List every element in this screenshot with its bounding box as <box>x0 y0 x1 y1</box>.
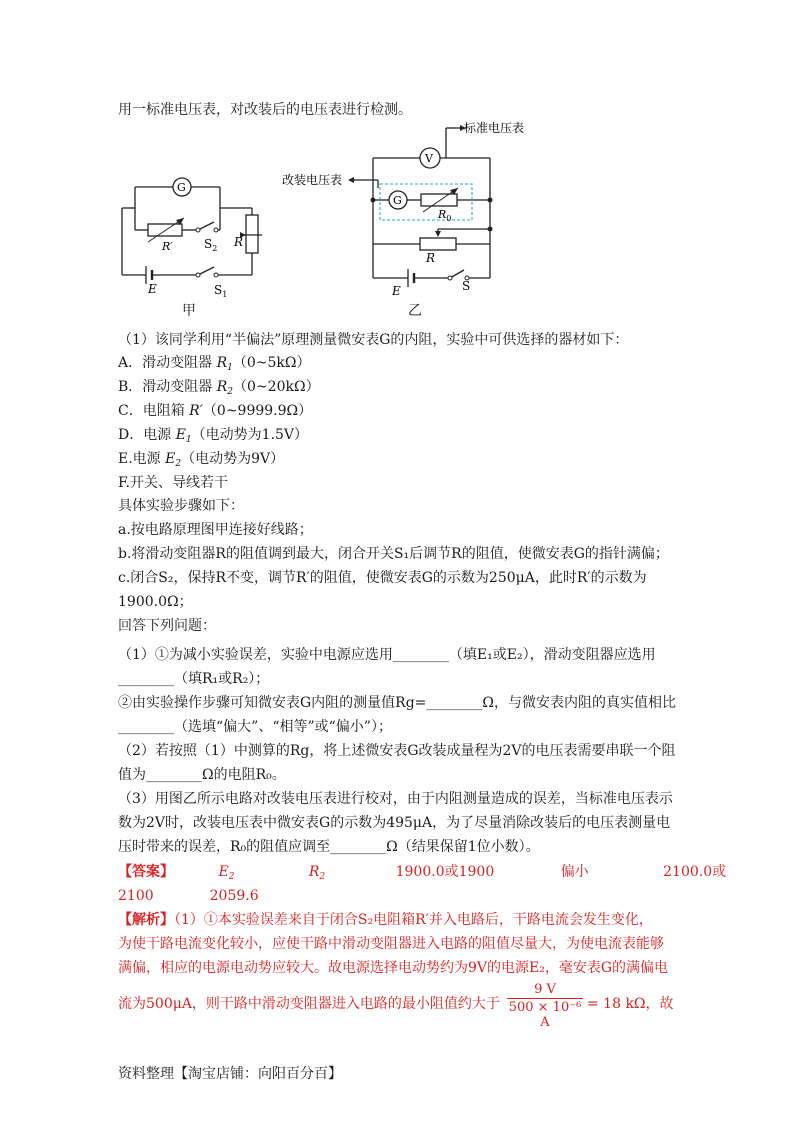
question-1-part-2-line-2: ________（选填“偏大”、“相等”或“偏小”）； <box>118 719 392 735</box>
analysis-line-4-end: = 18 kΩ，故 <box>587 996 674 1012</box>
label-g: G <box>177 181 186 194</box>
caption-jia: 甲 <box>182 303 196 319</box>
label-s2: $S_2$ <box>204 237 218 253</box>
steps-title: 具体实验步骤如下： <box>118 498 244 514</box>
analysis-line-3: 满偏，相应的电源电动势应较大。故电源选择电动势约为9V的电源E₂，毫安表G的满偏电 <box>118 960 669 976</box>
label-r0: $R_0$ <box>438 208 452 223</box>
option-e: E.电源 $E_2$（电动势为9V） <box>118 451 285 469</box>
question-3-line-2: 数为2V时，改装电压表中微安表G的示数为495μA，为了尽量消除改装后的电压表测量电 <box>118 815 671 831</box>
fraction-formula <box>507 982 583 1030</box>
analysis-label: 【解析】 <box>118 912 174 928</box>
question-1-part-1-line-2: ________（填R₁或R₂）； <box>118 671 270 687</box>
label-e-2: E <box>392 284 401 298</box>
option-f: F.开关、导线若干 <box>118 475 228 491</box>
option-c: C．电阻箱 R′（0~9999.9Ω） <box>118 403 313 419</box>
fraction-denominator: 500 × 10⁻⁶ A <box>508 1000 582 1030</box>
circuit-diagram-yi <box>278 116 538 306</box>
answer-label: 【答案】 <box>118 864 174 880</box>
question-2-line-2: 值为________Ω的电阻R₀。 <box>118 767 286 783</box>
answer-line-2: 2100 2059.6 <box>118 888 259 904</box>
label-e: E <box>148 282 157 296</box>
analysis-line-2: 为使干路电流变化较小，应使干路中滑动变阻器进入电路的阻值尽量大，为使电流表能够 <box>118 936 664 952</box>
option-d: D．电源 $E_1$（电动势为1.5V） <box>118 427 309 445</box>
label-modified-voltmeter: 改装电压表 <box>282 173 343 187</box>
step-b: b.将滑动变阻器R的阻值调到最大，闭合开关S₁后调节R的阻值，使微安表G的指针满偏； <box>118 546 669 562</box>
analysis-line-4: 流为500μA，则干路中滑动变阻器进入电路的最小阻值约大于 <box>118 996 500 1012</box>
analysis-line-1: 【解析】（1）①本实验误差来自于闭合S₂电阻箱R′并入电路后，干路电流会发生变化， <box>118 912 653 928</box>
question-1-intro: （1）该同学利用“半偏法”原理测量微安表G的内阻，实验中可供选择的器材如下： <box>118 332 629 348</box>
question-1-part-1-line-1: （1）①为减小实验误差，实验中电源应选用________（填E₁或E₂），滑动变阻器应选用 <box>118 647 656 663</box>
label-r-2: R <box>426 251 436 265</box>
label-g-2: G <box>393 194 402 207</box>
label-standard-voltmeter: 标准电压表 <box>464 121 525 135</box>
label-r-prime: R′ <box>162 240 173 253</box>
step-a: a.按电路原理图甲连接好线路； <box>118 522 313 538</box>
label-s: S <box>462 279 471 293</box>
label-r: R <box>234 235 244 249</box>
answer-prompt-title: 回答下列问题： <box>118 618 216 634</box>
question-1-part-2-line-1: ②由实验操作步骤可知微安表G内阻的测量值Rg=________Ω，与微安表内阻的真实值相比 <box>118 695 677 711</box>
answer-line-1: 【答案】 $E_2$ $R_2$ 1900.0或1900 偏小 2100.0或 <box>118 864 727 882</box>
fraction-numerator: 9 V <box>507 982 583 999</box>
question-3-line-3: 压时带来的误差，R₀的阻值应调至________Ω（结果保留1位小数）。 <box>118 839 540 855</box>
label-v: V <box>425 152 433 165</box>
question-3-line-1: （3）用图乙所示电路对改装电压表进行校对，由于内阻测量造成的误差，当标准电压表示 <box>118 791 673 807</box>
label-s1: $S_1$ <box>214 283 228 299</box>
option-b: B．滑动变阻器 $R_2(0\sim 20k\Omega)$ <box>118 379 320 397</box>
step-c-line-1: c.闭合S₂，保持R不变，调节R′的阻值，使微安表G的示数为250μA，此时R′的示数为 <box>118 570 647 586</box>
question-2-line-1: （2）若按照（1）中测算的Rg，将上述微安表G改装成量程为2V的电压表需要串联一个阻 <box>118 743 676 759</box>
option-a: A．滑动变阻器 $R_1(0\sim 5k\Omega)$ <box>118 355 311 373</box>
intro-text: 用一标准电压表，对改装后的电压表进行检测。 <box>118 102 412 118</box>
caption-yi: 乙 <box>408 303 422 319</box>
footer-text: 资料整理【淘宝店铺：向阳百分百】 <box>118 1066 342 1082</box>
step-c-line-2: 1900.0Ω； <box>118 594 193 610</box>
